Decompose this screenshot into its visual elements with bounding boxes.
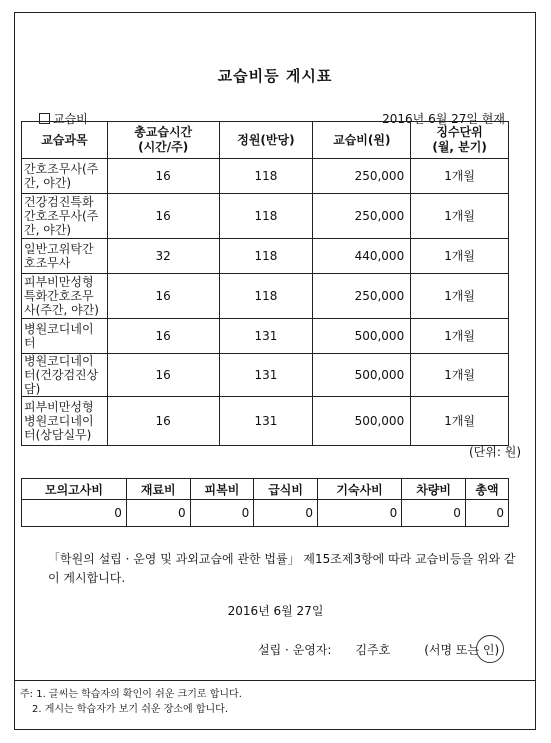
course-hours: 16 [107, 319, 219, 354]
course-fee: 500,000 [313, 319, 411, 354]
table-row [22, 239, 509, 274]
meals-fee: 0 [254, 500, 318, 527]
header-uniform: 피복비 [190, 479, 254, 500]
header-mock-exam: 모의고사비 [22, 479, 127, 500]
header-vehicle: 차량비 [402, 479, 466, 500]
course-name: 일반고위탁간호조무사 [22, 239, 108, 274]
course-unit: 1개월 [411, 239, 509, 274]
header-fee: 교습비(원) [313, 122, 411, 159]
course-capacity: 118 [219, 239, 313, 274]
table-header-row [22, 122, 509, 159]
total-fee: 0 [465, 500, 508, 527]
course-hours: 16 [107, 274, 219, 319]
header-dormitory: 기숙사비 [317, 479, 401, 500]
course-name: 피부비만성형특화간호조무사(주간, 야간) [22, 274, 108, 319]
course-capacity: 131 [219, 319, 313, 354]
course-fee: 500,000 [313, 354, 411, 397]
course-unit: 1개월 [411, 159, 509, 194]
table-row [22, 194, 509, 239]
course-unit: 1개월 [411, 354, 509, 397]
operator-name: 김주호 [355, 643, 391, 657]
vehicle-fee: 0 [402, 500, 466, 527]
course-hours: 16 [107, 159, 219, 194]
course-unit: 1개월 [411, 319, 509, 354]
footnote-item: 2. 게시는 학습자가 보기 쉬운 장소에 합니다. [32, 704, 229, 715]
date-notice: 2016년 6월 27일 현재 [382, 111, 505, 126]
table-row [22, 354, 509, 397]
table-row [22, 274, 509, 319]
table-row [22, 397, 509, 446]
course-capacity: 131 [219, 354, 313, 397]
operator-label: 설립 · 운영자: [258, 643, 332, 657]
operator-signature-row [258, 641, 501, 658]
header-course: 교습과목 [22, 122, 108, 159]
unit-label: (단위: 원) [469, 445, 521, 459]
course-hours: 16 [107, 194, 219, 239]
course-capacity: 118 [219, 274, 313, 319]
header-unit: 징수단위 (월, 분기) [411, 122, 509, 159]
header-materials: 재료비 [126, 479, 190, 500]
dormitory-fee: 0 [317, 500, 401, 527]
course-name: 건강검진특화간호조무사(주간, 야간) [22, 194, 108, 239]
course-unit: 1개월 [411, 194, 509, 239]
section-label: 교습비 [53, 111, 88, 126]
course-hours: 16 [107, 354, 219, 397]
table-row [22, 500, 509, 527]
course-unit: 1개월 [411, 274, 509, 319]
course-fee: 250,000 [313, 274, 411, 319]
header-total: 총액 [465, 479, 508, 500]
course-hours: 32 [107, 239, 219, 274]
header-capacity: 정원(반당) [219, 122, 313, 159]
mock-exam-fee: 0 [22, 500, 127, 527]
course-fee: 500,000 [313, 397, 411, 446]
table-header-row [22, 479, 509, 500]
materials-fee: 0 [126, 500, 190, 527]
course-fee: 250,000 [313, 159, 411, 194]
course-name: 병원코디네이터(건강검진상담) [22, 354, 108, 397]
course-hours: 16 [107, 397, 219, 446]
header-hours: 총교습시간 (시간/주) [107, 122, 219, 159]
course-unit: 1개월 [411, 397, 509, 446]
course-name: 피부비만성형병원코디네이터(상담실무) [22, 397, 108, 446]
footnote-item: 주: 1. 글씨는 학습자의 확인이 쉬운 크기로 합니다. [20, 689, 242, 700]
header-meals: 급식비 [254, 479, 318, 500]
footnotes [14, 680, 536, 717]
uniform-fee: 0 [190, 500, 254, 527]
page-title: 교습비등 게시표 [217, 67, 333, 85]
legal-statement: 「학원의 설립 · 운영 및 과외교습에 관한 법률」 제15조제3항에 따라 교습비등을 위와 같이 게시합니다. [48, 552, 516, 585]
course-name: 간호조무사(주간, 야간) [22, 159, 108, 194]
course-name: 병원코디네이터 [22, 319, 108, 354]
tuition-fee-table [21, 121, 509, 446]
course-capacity: 118 [219, 159, 313, 194]
course-fee: 440,000 [313, 239, 411, 274]
table-row [22, 159, 509, 194]
course-capacity: 131 [219, 397, 313, 446]
course-capacity: 118 [219, 194, 313, 239]
signed-date: 2016년 6월 27일 [227, 604, 324, 618]
seal-note: (서명 또는 인) [424, 643, 500, 657]
other-fees-table [21, 478, 509, 527]
course-fee: 250,000 [313, 194, 411, 239]
table-row [22, 319, 509, 354]
